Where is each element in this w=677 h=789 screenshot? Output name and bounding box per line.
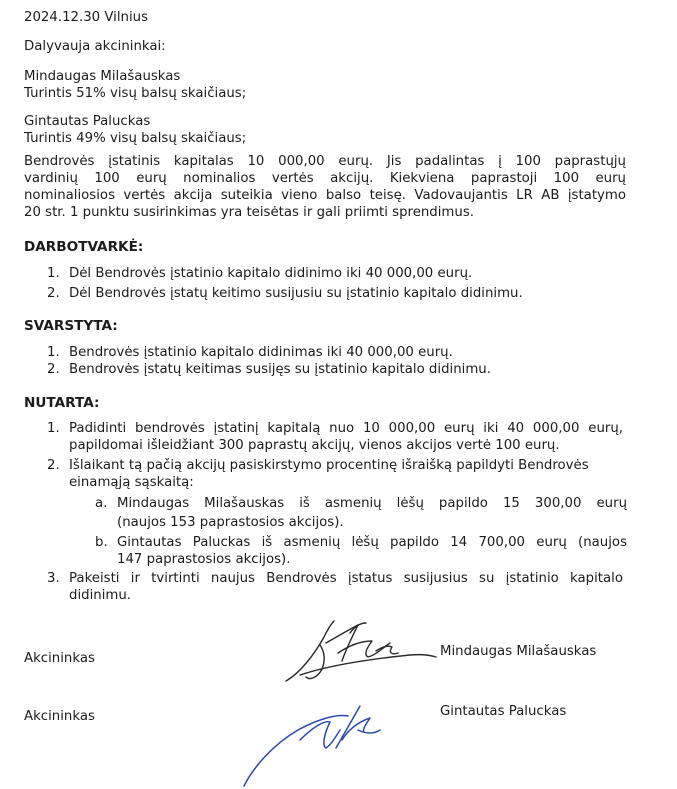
shareholder-2-share: Turintis 49% visų balsų skaičiaus;	[24, 131, 247, 146]
decided-subitem-text: Gintautas Paluckas iš asmenių lėšų papildo 14 700,00 eurų (naujos	[117, 535, 627, 550]
decided-subitem-b	[95, 534, 627, 567]
shareholder-1-share: Turintis 51% visų balsų skaičiaus;	[24, 86, 247, 101]
decided-subitem-letter: b.	[95, 535, 108, 550]
decided-subitem-letter: a.	[95, 496, 108, 511]
signature-2-image	[240, 700, 390, 789]
agenda-heading: DARBOTVARKĖ:	[24, 239, 144, 255]
decided-item-text: didinimu.	[69, 588, 131, 603]
shareholder-1-name: Mindaugas Milašauskas	[24, 69, 181, 84]
decided-item-text: Pakeisti ir tvirtinti naujus Bendrovės įstatus susijusius su įstatinio kapitalo	[69, 571, 623, 586]
decided-subitem-text: Mindaugas Milašauskas iš asmenių lėšų papildo 15 300,00 eurų	[117, 496, 627, 511]
capital-line-3: nominaliosios vertės akcija suteikia vieno balso teisę. Vadovaujantis LR AB įstatymo	[24, 188, 626, 203]
agenda-item-number: 1.	[47, 266, 60, 281]
decided-item-text: Padidinti bendrovės įstatinį kapitalą nuo 10 000,00 eurų iki 40 000,00 eurų,	[69, 421, 623, 436]
agenda-item-text: Dėl Bendrovės įstatinio kapitalo didinimo iki 40 000,00 eurų.	[69, 266, 473, 281]
capital-paragraph	[24, 153, 626, 225]
agenda-item-text: Dėl Bendrovės įstatų keitimo susijusiu su įstatinio kapitalo didinimu.	[69, 286, 523, 301]
signature-name-2: Gintautas Paluckas	[440, 704, 567, 719]
agenda-item	[47, 285, 523, 302]
decided-subitem-text: 147 paprastosios akcijos).	[117, 552, 291, 567]
decided-item-2	[47, 457, 589, 490]
considered-item	[47, 361, 491, 378]
decided-heading: NUTARTA:	[24, 395, 100, 411]
signature-name-1: Mindaugas Milašauskas	[440, 644, 597, 659]
decided-item-text: papildomai išleidžiant 300 paprastų akcijų, vienos akcijos vertė 100 eurų.	[69, 438, 560, 453]
decided-item-number: 2.	[47, 458, 60, 473]
decided-item-text: einamąją sąskaitą:	[69, 475, 194, 490]
considered-heading: SVARSTYTA:	[24, 318, 118, 334]
agenda-item-number: 2.	[47, 286, 60, 301]
decided-subitem-a	[95, 495, 627, 530]
capital-line-1: Bendrovės įstatinis kapitalas 10 000,00 eurų. Jis padalintas į 100 paprastųjų	[24, 154, 626, 169]
signature-role-2: Akcininkas	[24, 709, 95, 724]
decided-item-1	[47, 420, 623, 453]
considered-item-number: 2.	[47, 362, 60, 377]
decided-item-text: Išlaikant tą pačią akcijų pasiskirstymo procentinę išraišką papildyti Bendrovės	[69, 458, 589, 473]
shareholder-2-name: Gintautas Paluckas	[24, 114, 151, 129]
decided-subitem-text: (naujos 153 paprastosios akcijos).	[117, 515, 344, 530]
decided-item-number: 3.	[47, 571, 60, 586]
decided-item-number: 1.	[47, 421, 60, 436]
participants-label: Dalyvauja akcininkai:	[24, 39, 166, 54]
considered-item	[47, 344, 453, 361]
considered-item-number: 1.	[47, 345, 60, 360]
signature-role-1: Akcininkas	[24, 651, 95, 666]
capital-line-2: vardinių 100 eurų nominalios vertės akcijų. Kiekviena paprastoji 100 eurų	[24, 171, 626, 186]
date-place: 2024.12.30 Vilnius	[24, 10, 149, 25]
considered-item-text: Bendrovės įstatinio kapitalo didinimas iki 40 000,00 eurų.	[69, 345, 453, 360]
considered-item-text: Bendrovės įstatų keitimas susijęs su įstatinio kapitalo didinimu.	[69, 362, 491, 377]
agenda-item	[47, 265, 473, 282]
signature-1-image	[280, 615, 440, 690]
capital-line-4: 20 str. 1 punktu susirinkimas yra teisėtas ir gali priimti sprendimus.	[24, 205, 474, 220]
decided-item-3	[47, 570, 623, 603]
